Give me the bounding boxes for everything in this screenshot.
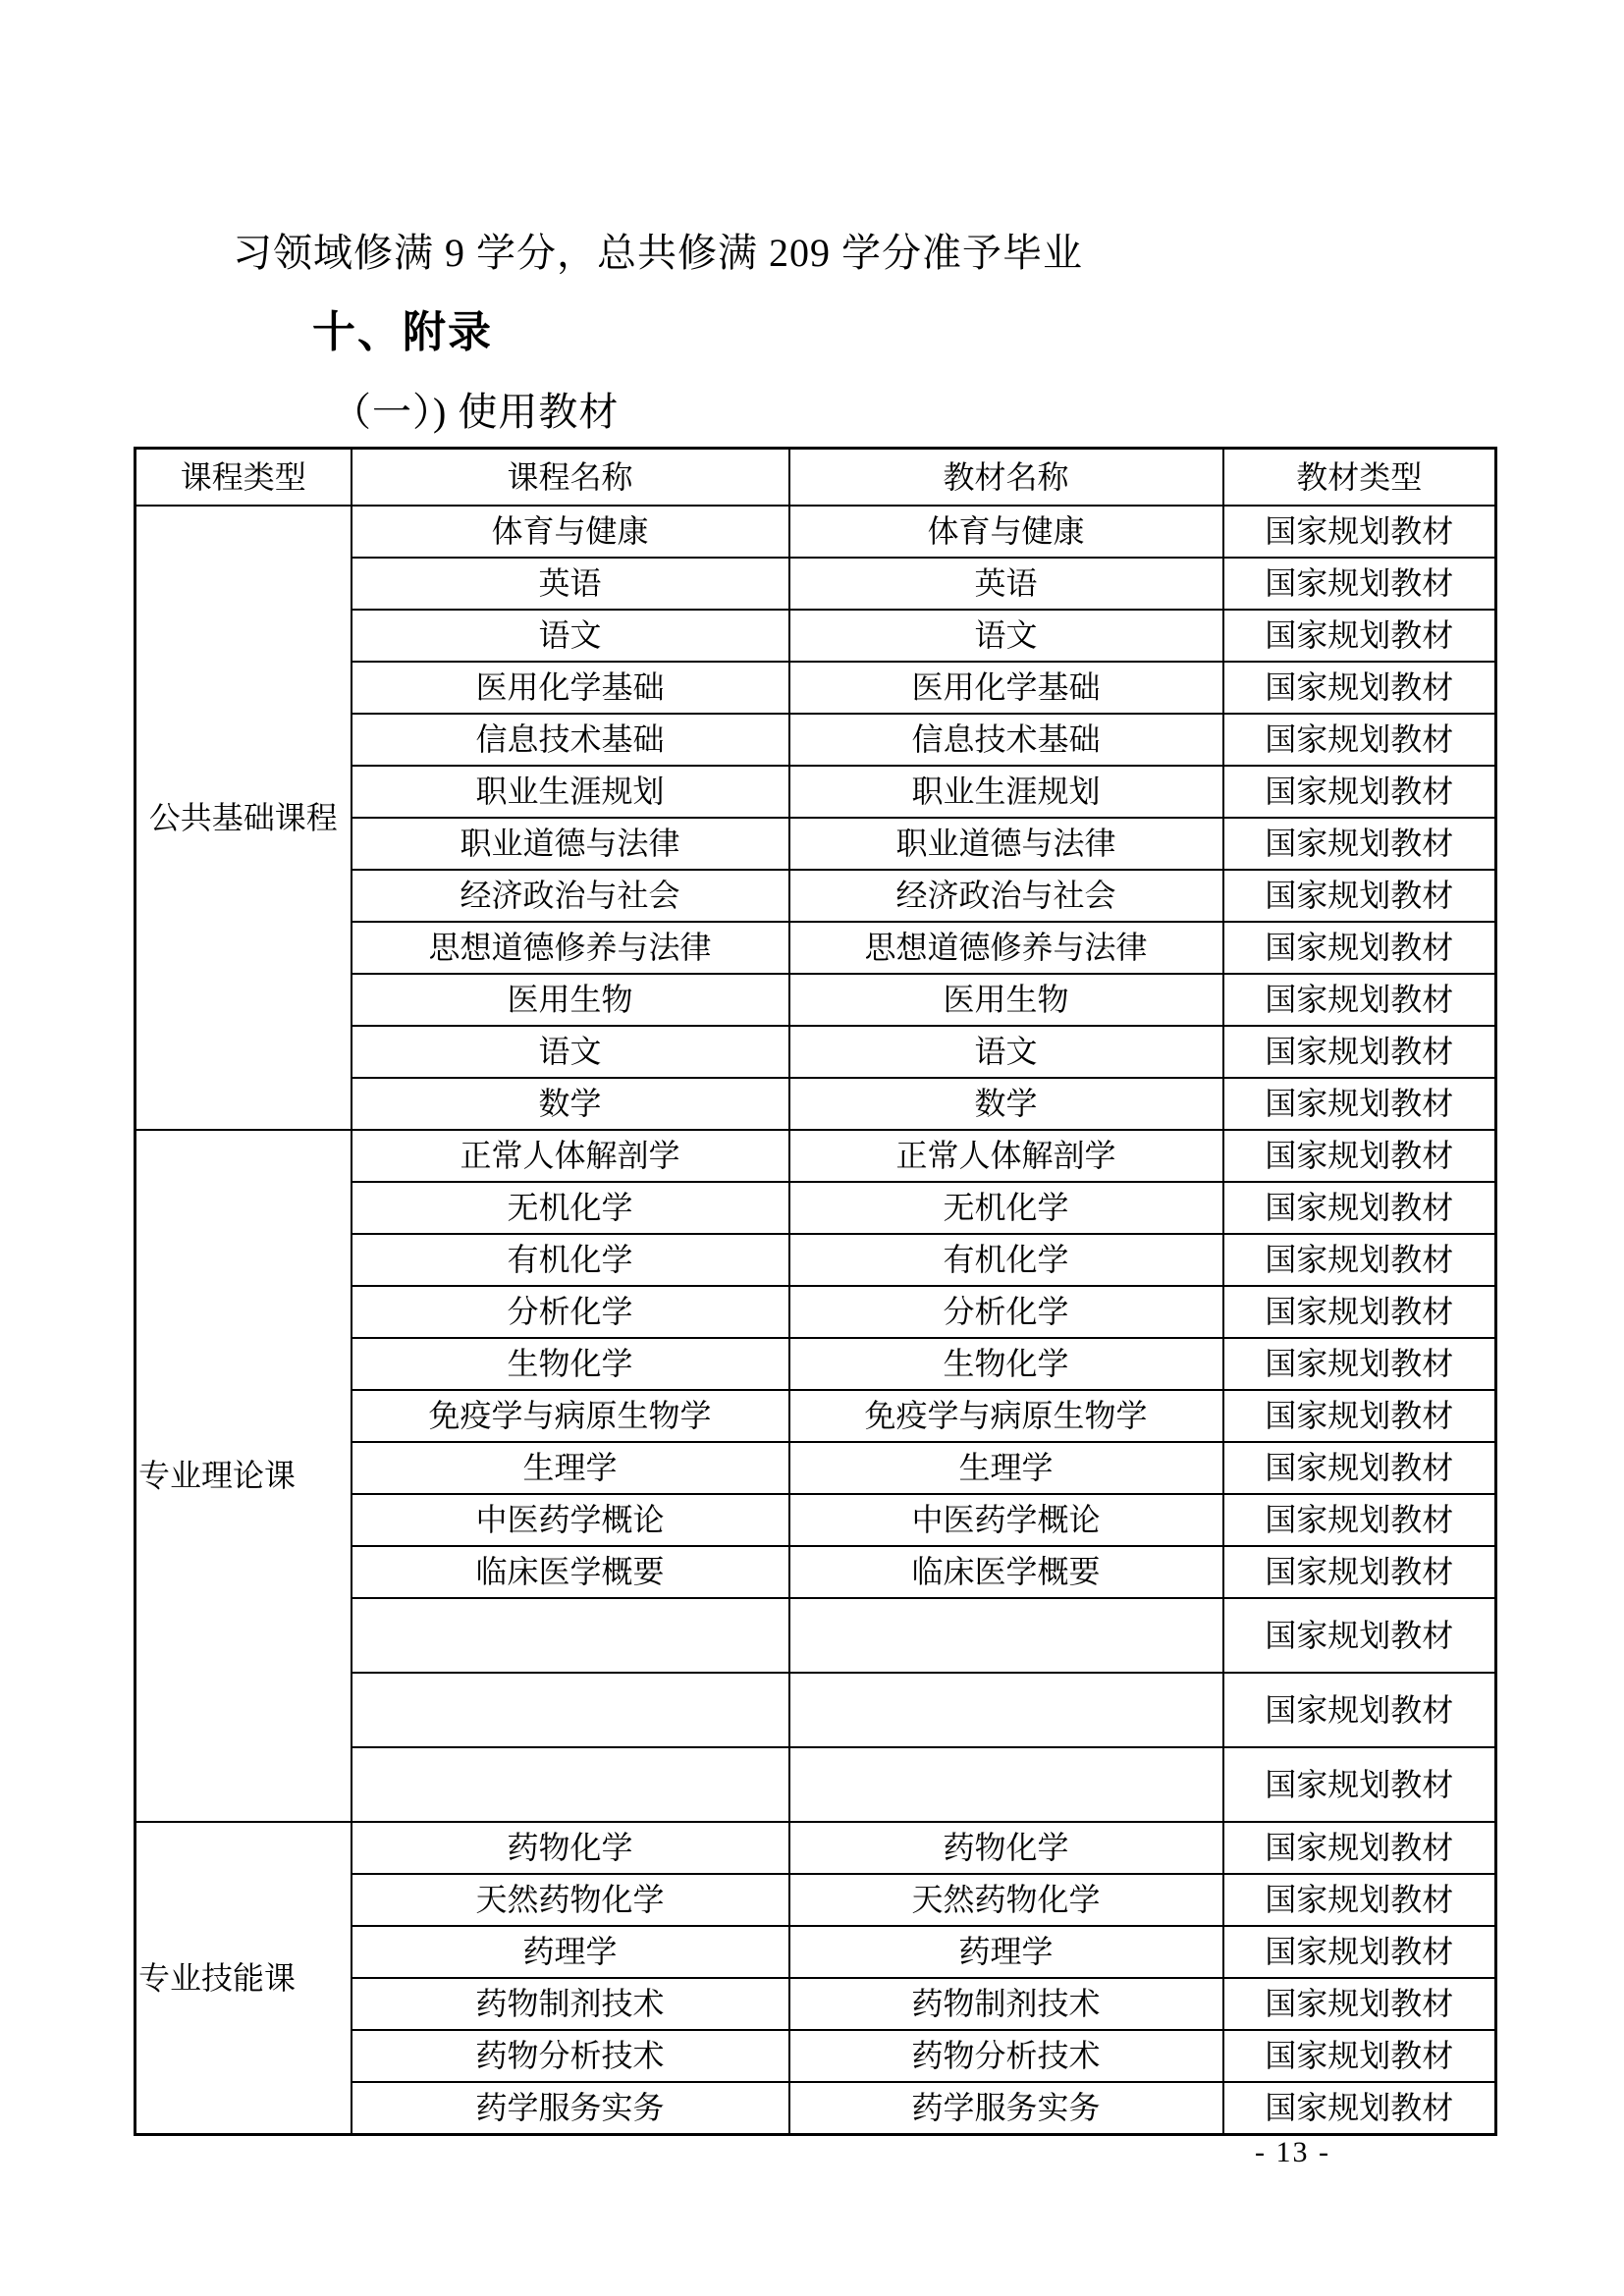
- textbook-name-cell: [789, 1598, 1223, 1673]
- course-name-cell: 免疫学与病原生物学: [352, 1390, 789, 1442]
- textbook-name-cell: 语文: [789, 1026, 1223, 1078]
- col-header-course-name: 课程名称: [352, 449, 789, 507]
- textbook-type-cell: 国家规划教材: [1223, 662, 1496, 714]
- textbook-name-cell: 有机化学: [789, 1234, 1223, 1286]
- course-name-cell: 职业生涯规划: [352, 766, 789, 818]
- textbook-name-cell: 天然药物化学: [789, 1874, 1223, 1926]
- col-header-textbook-name: 教材名称: [789, 449, 1223, 507]
- course-name-cell: 生理学: [352, 1442, 789, 1494]
- textbook-type-cell: 国家规划教材: [1223, 1546, 1496, 1598]
- textbook-name-cell: 英语: [789, 558, 1223, 610]
- course-name-cell: 临床医学概要: [352, 1546, 789, 1598]
- course-name-cell: [352, 1673, 789, 1747]
- textbook-name-cell: 临床医学概要: [789, 1546, 1223, 1598]
- textbook-type-cell: 国家规划教材: [1223, 2030, 1496, 2082]
- textbook-type-cell: 国家规划教材: [1223, 1978, 1496, 2030]
- textbook-type-cell: 国家规划教材: [1223, 1390, 1496, 1442]
- course-name-cell: 药物制剂技术: [352, 1978, 789, 2030]
- table-header-row: [135, 449, 1496, 507]
- textbook-name-cell: 药物分析技术: [789, 2030, 1223, 2082]
- textbook-type-cell: 国家规划教材: [1223, 1673, 1496, 1747]
- course-name-cell: 语文: [352, 610, 789, 662]
- textbook-name-cell: 无机化学: [789, 1182, 1223, 1234]
- col-header-course-type: 课程类型: [135, 449, 352, 507]
- textbook-name-cell: 中医药学概论: [789, 1494, 1223, 1546]
- course-name-cell: [352, 1598, 789, 1673]
- textbook-name-cell: 信息技术基础: [789, 714, 1223, 766]
- textbook-type-cell: 国家规划教材: [1223, 558, 1496, 610]
- col-header-textbook-type: 教材类型: [1223, 449, 1496, 507]
- course-name-cell: 中医药学概论: [352, 1494, 789, 1546]
- page-number: - 13 -: [1255, 2136, 1330, 2168]
- textbook-type-cell: 国家规划教材: [1223, 1182, 1496, 1234]
- course-name-cell: 药物化学: [352, 1822, 789, 1874]
- course-name-cell: 经济政治与社会: [352, 870, 789, 922]
- textbook-name-cell: 职业道德与法律: [789, 818, 1223, 870]
- textbook-name-cell: 药物化学: [789, 1822, 1223, 1874]
- course-name-cell: 天然药物化学: [352, 1874, 789, 1926]
- textbook-type-cell: 国家规划教材: [1223, 714, 1496, 766]
- textbook-name-cell: [789, 1673, 1223, 1747]
- intro-text: 习领域修满 9 学分，总共修满 209 学分准予毕业: [233, 231, 1083, 275]
- textbook-name-cell: 语文: [789, 610, 1223, 662]
- textbook-type-cell: 国家规划教材: [1223, 1442, 1496, 1494]
- table-row: [135, 1822, 1496, 1874]
- textbook-name-cell: 体育与健康: [789, 506, 1223, 558]
- course-name-cell: 数学: [352, 1078, 789, 1130]
- appendix-heading: 十、附录: [312, 308, 493, 356]
- course-name-cell: 药理学: [352, 1926, 789, 1978]
- textbook-type-cell: 国家规划教材: [1223, 1926, 1496, 1978]
- course-name-cell: [352, 1747, 789, 1822]
- textbook-name-cell: 药物制剂技术: [789, 1978, 1223, 2030]
- course-name-cell: 药学服务实务: [352, 2082, 789, 2135]
- textbook-type-cell: 国家规划教材: [1223, 1874, 1496, 1926]
- textbook-type-cell: 国家规划教材: [1223, 1494, 1496, 1546]
- course-type-cell: 专业理论课: [135, 1130, 352, 1822]
- textbook-name-cell: 经济政治与社会: [789, 870, 1223, 922]
- course-name-cell: 职业道德与法律: [352, 818, 789, 870]
- textbook-name-cell: 思想道德修养与法律: [789, 922, 1223, 974]
- textbook-table: [134, 447, 1497, 2136]
- textbook-name-cell: 药学服务实务: [789, 2082, 1223, 2135]
- course-name-cell: 医用化学基础: [352, 662, 789, 714]
- textbook-type-cell: 国家规划教材: [1223, 1234, 1496, 1286]
- course-type-cell: 公共基础课程: [135, 506, 352, 1130]
- textbook-name-cell: 药理学: [789, 1926, 1223, 1978]
- textbook-name-cell: 免疫学与病原生物学: [789, 1390, 1223, 1442]
- table-row: [135, 1130, 1496, 1182]
- course-name-cell: 医用生物: [352, 974, 789, 1026]
- table-row: [135, 506, 1496, 558]
- textbook-section-heading: （一）) 使用教材: [332, 390, 620, 434]
- textbook-type-cell: 国家规划教材: [1223, 506, 1496, 558]
- textbook-type-cell: 国家规划教材: [1223, 1822, 1496, 1874]
- textbook-type-cell: 国家规划教材: [1223, 870, 1496, 922]
- course-name-cell: 思想道德修养与法律: [352, 922, 789, 974]
- course-name-cell: 语文: [352, 1026, 789, 1078]
- textbook-name-cell: 数学: [789, 1078, 1223, 1130]
- course-name-cell: 生物化学: [352, 1338, 789, 1390]
- textbook-type-cell: 国家规划教材: [1223, 2082, 1496, 2135]
- textbook-name-cell: 生物化学: [789, 1338, 1223, 1390]
- textbook-type-cell: 国家规划教材: [1223, 1078, 1496, 1130]
- textbook-name-cell: 职业生涯规划: [789, 766, 1223, 818]
- textbook-type-cell: 国家规划教材: [1223, 1598, 1496, 1673]
- course-type-cell: 专业技能课: [135, 1822, 352, 2135]
- textbook-type-cell: 国家规划教材: [1223, 1026, 1496, 1078]
- textbook-name-cell: 正常人体解剖学: [789, 1130, 1223, 1182]
- course-name-cell: 英语: [352, 558, 789, 610]
- textbook-name-cell: [789, 1747, 1223, 1822]
- course-name-cell: 有机化学: [352, 1234, 789, 1286]
- course-name-cell: 分析化学: [352, 1286, 789, 1338]
- textbook-type-cell: 国家规划教材: [1223, 922, 1496, 974]
- textbook-type-cell: 国家规划教材: [1223, 1130, 1496, 1182]
- textbook-name-cell: 分析化学: [789, 1286, 1223, 1338]
- course-name-cell: 正常人体解剖学: [352, 1130, 789, 1182]
- textbook-type-cell: 国家规划教材: [1223, 610, 1496, 662]
- course-name-cell: 无机化学: [352, 1182, 789, 1234]
- textbook-type-cell: 国家规划教材: [1223, 818, 1496, 870]
- course-name-cell: 体育与健康: [352, 506, 789, 558]
- course-name-cell: 信息技术基础: [352, 714, 789, 766]
- textbook-type-cell: 国家规划教材: [1223, 766, 1496, 818]
- textbook-name-cell: 生理学: [789, 1442, 1223, 1494]
- textbook-name-cell: 医用化学基础: [789, 662, 1223, 714]
- textbook-type-cell: 国家规划教材: [1223, 1286, 1496, 1338]
- course-name-cell: 药物分析技术: [352, 2030, 789, 2082]
- textbook-type-cell: 国家规划教材: [1223, 1338, 1496, 1390]
- textbook-type-cell: 国家规划教材: [1223, 1747, 1496, 1822]
- textbook-type-cell: 国家规划教材: [1223, 974, 1496, 1026]
- textbook-name-cell: 医用生物: [789, 974, 1223, 1026]
